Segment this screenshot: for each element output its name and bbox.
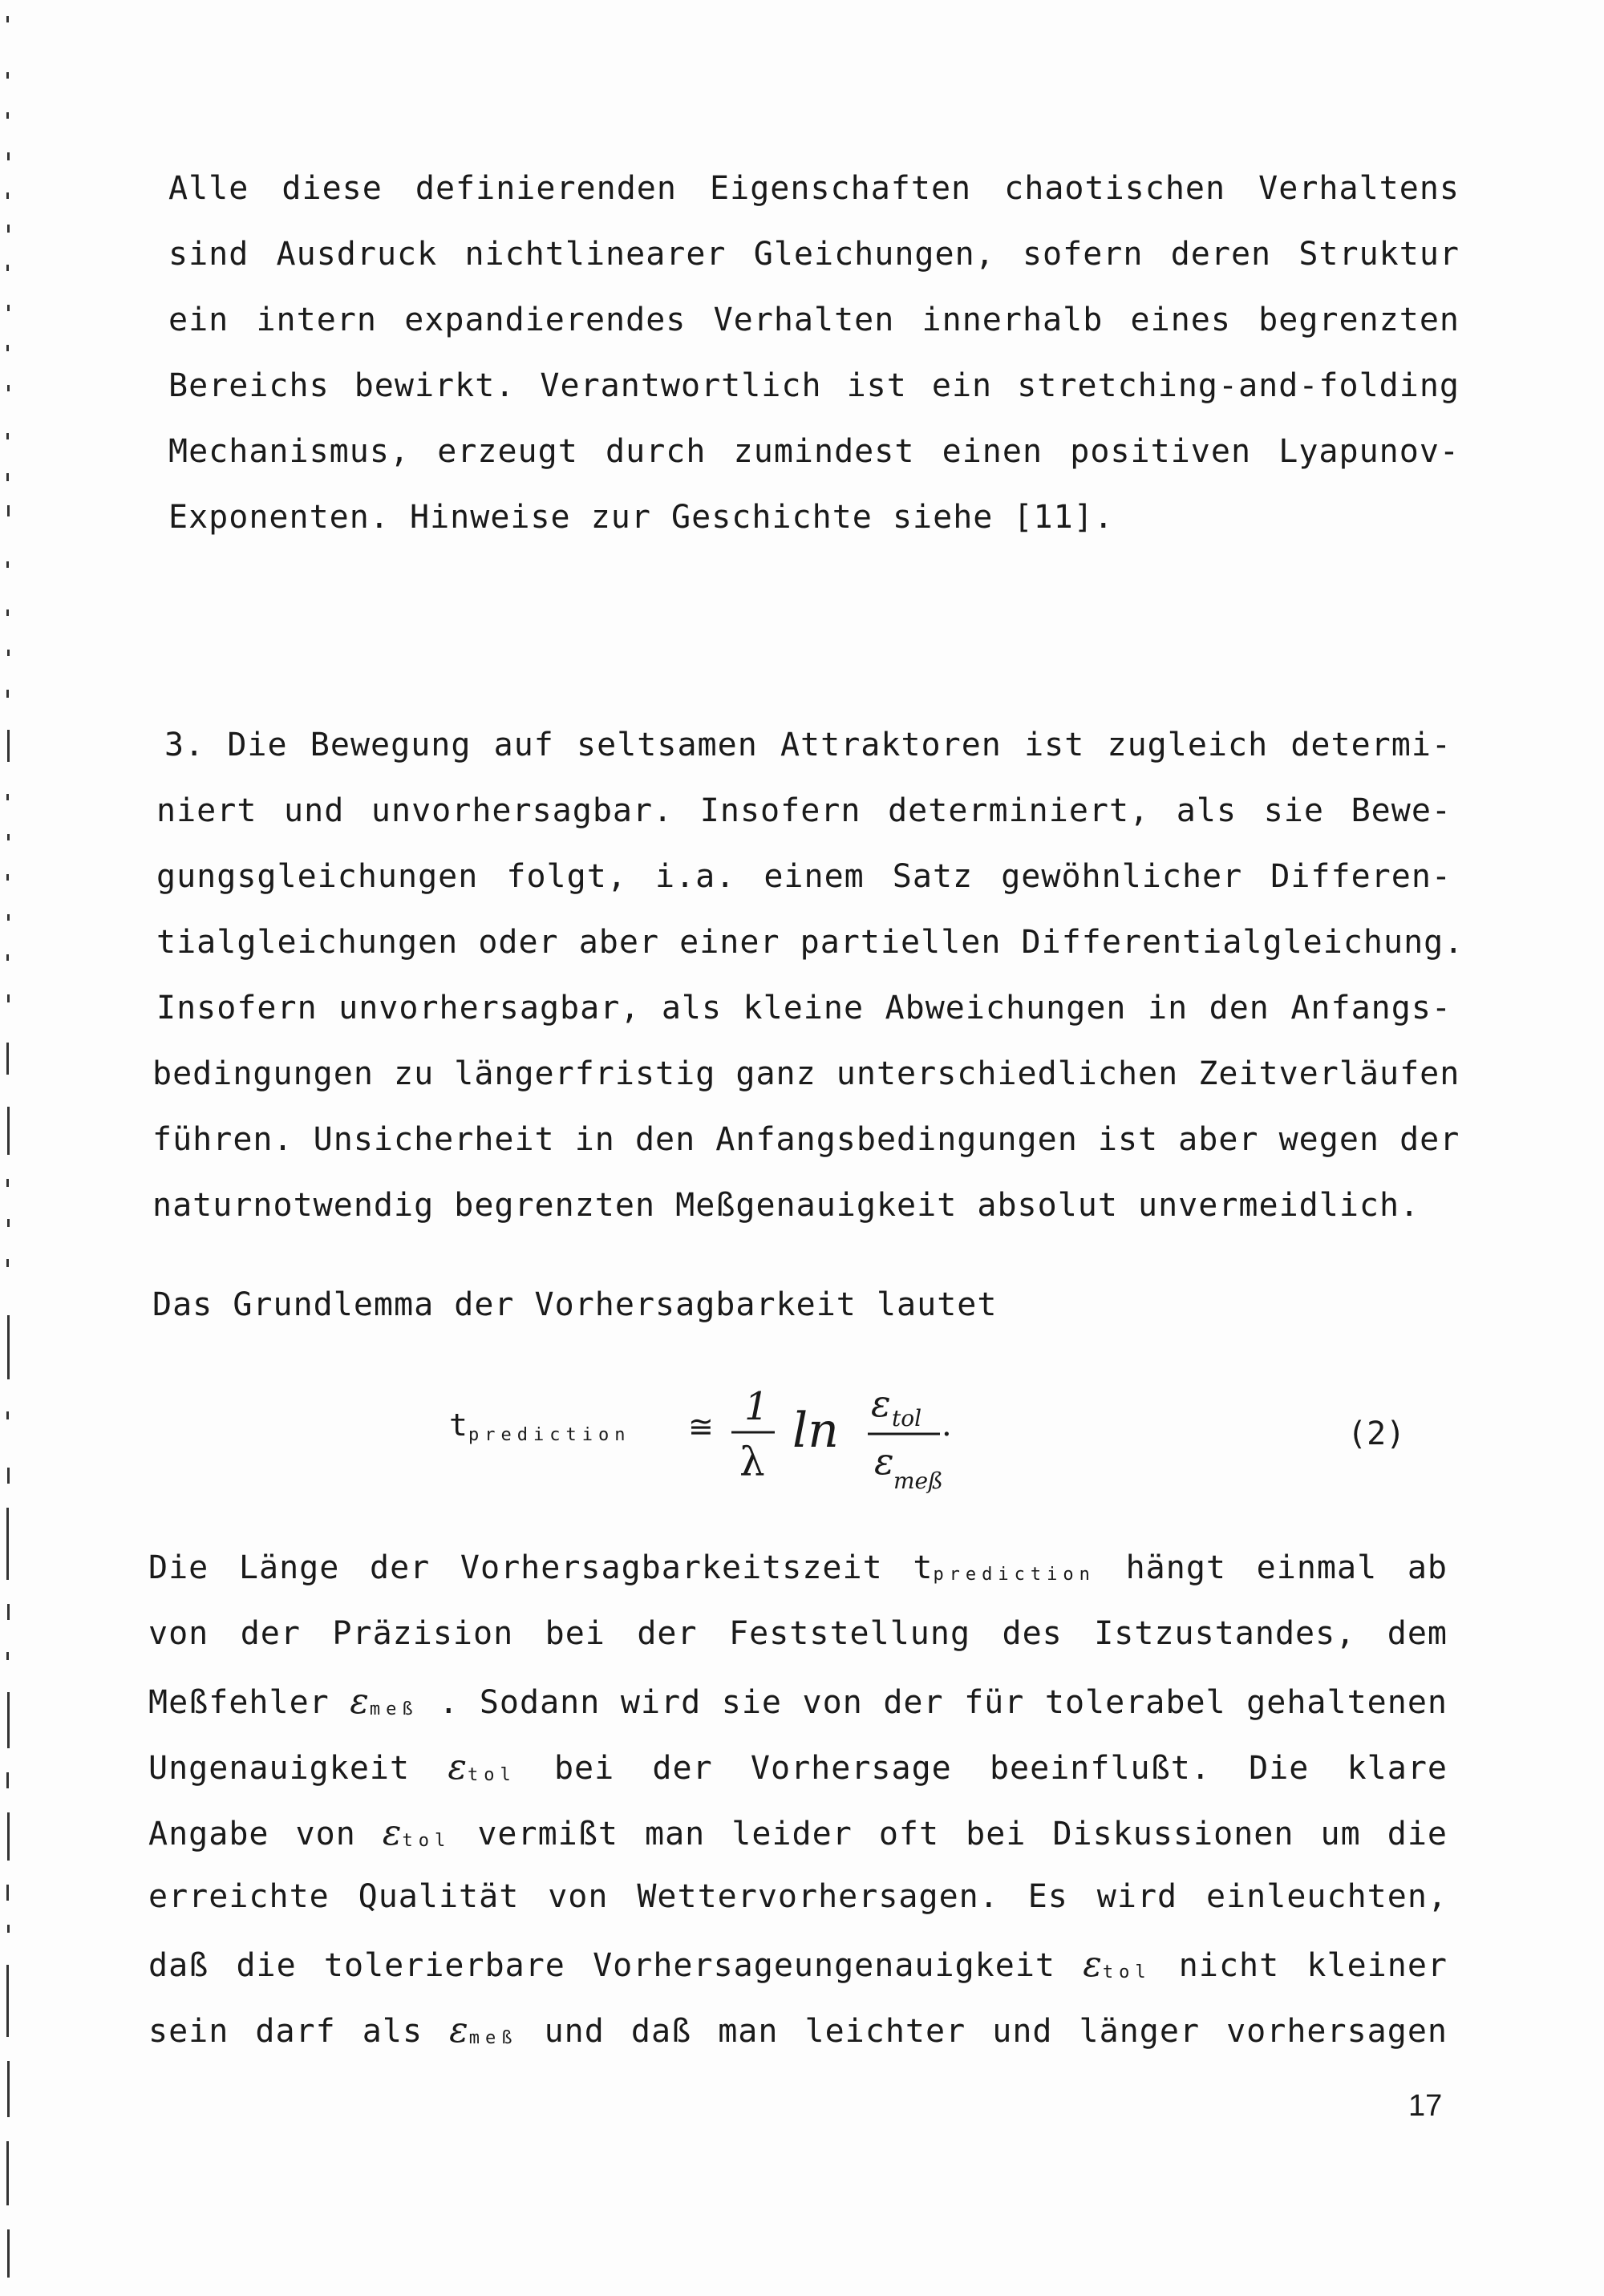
paragraph2-line: 3. Die Bewegung auf seltsamen Attraktoren ist zugleich determi- [164, 727, 1452, 763]
formula-approx-sign: ≅ [688, 1409, 714, 1444]
epsilon-subscript: meß [468, 2028, 518, 2048]
scan-margin-marks [0, 0, 16, 2296]
paragraph1-line: sind Ausdruck nichtlinearer Gleichungen, sofern deren Struktur [168, 236, 1460, 273]
paragraph2-line: naturnotwendig begrenzten Meßgenauigkeit absolut unvermeidlich. [152, 1187, 1420, 1224]
epsilon-symbol: ε [1083, 1944, 1103, 1985]
epsilon-symbol: ε [350, 1681, 370, 1722]
epsilon-tol [1083, 1944, 1152, 1985]
paragraph2-line: niert und unvorhersagbar. Insofern determiniert, als sie Bewe- [156, 792, 1452, 829]
fraction1-numerator: 1 [744, 1384, 769, 1429]
epsilon-mess [350, 1681, 419, 1722]
paragraph2-line: bedingungen zu längerfristig ganz unterschiedlichen Zeitverläufen [152, 1055, 1460, 1092]
fraction1-denominator: λ [739, 1439, 765, 1485]
fraction2-denominator-subscript: meß [893, 1468, 943, 1494]
text-span: Ungenauigkeit [148, 1750, 411, 1787]
text-span: vermißt man leider oft bei Diskussionen um die [477, 1816, 1448, 1853]
epsilon-mess [449, 2010, 518, 2051]
paragraph3-line-6: erreichte Qualität von Wettervorhersagen. Es wird einleuchten, [148, 1878, 1448, 1915]
text-span: Die Länge der Vorhersagbarkeitszeit [148, 1549, 883, 1586]
page-number: 17 [1408, 2089, 1443, 2123]
paragraph1-line: Exponenten. Hinweise zur Geschichte siehe [11]. [168, 499, 1114, 536]
formula-t: t [449, 1407, 468, 1443]
paragraph3-line-5 [148, 1812, 1448, 1853]
formula-ln: ln [792, 1403, 839, 1459]
paragraph3-line-4 [148, 1747, 1448, 1788]
paragraph1-line: Mechanismus, erzeugt durch zumindest einen positiven Lyapunov- [168, 433, 1460, 470]
paragraph1-line: Alle diese definierenden Eigenschaften chaotischen Verhaltens [168, 170, 1460, 207]
epsilon-symbol: ε [448, 1747, 468, 1788]
paragraph2-line: Insofern unvorhersagbar, als kleine Abweichungen in den Anfangs- [156, 990, 1452, 1027]
paragraph2-line: tialgleichungen oder aber einer partiellen Differentialgleichung. [156, 924, 1464, 961]
paragraph1-line: Bereichs bewirkt. Verantwortlich ist ein stretching-and-folding [168, 367, 1460, 404]
epsilon-symbol: ε [449, 2010, 469, 2051]
paragraph3-line-8 [148, 2010, 1448, 2051]
t-subscript: prediction [933, 1565, 1096, 1585]
text-span: und daß man leichter und länger vorhersagen [544, 2013, 1448, 2050]
text-span: Angabe von [148, 1816, 356, 1853]
formula-period: . [942, 1407, 952, 1444]
text-span: bei der Vorhersage beeinflußt. Die klare [553, 1750, 1448, 1787]
prediction-formula [449, 1379, 1011, 1500]
formula-t-subscript: prediction [468, 1425, 631, 1445]
paragraph2-line: gungsgleichungen folgt, i.a. einem Satz gewöhnlicher Differen- [156, 858, 1452, 895]
fraction2-denominator-epsilon: ε [874, 1440, 894, 1483]
text-span: hängt einmal ab [1125, 1549, 1448, 1586]
t-symbol: t [913, 1549, 934, 1586]
lemma-intro: Das Grundlemma der Vorhersagbarkeit lautet [152, 1286, 998, 1323]
epsilon-subscript: tol [1102, 1962, 1152, 1982]
paragraph3-line-7 [148, 1944, 1448, 1985]
text-span: . Sodann wird sie von der für tolerabel gehaltenen [439, 1684, 1448, 1721]
fraction2-numerator-epsilon: ε [871, 1382, 891, 1425]
text-span: daß die tolerierbare Vorhersageungenauigkeit [148, 1947, 1055, 1984]
epsilon-subscript: meß [369, 1699, 419, 1719]
text-span: sein darf als [148, 2013, 423, 2050]
paragraph1-line: ein intern expandierendes Verhalten innerhalb eines begrenzten [168, 302, 1460, 338]
paragraph3-line-2: von der Präzision bei der Feststellung des Istzustandes, dem [148, 1615, 1448, 1652]
epsilon-symbol: ε [382, 1812, 403, 1853]
epsilon-tol [448, 1747, 516, 1788]
epsilon-subscript: tol [402, 1831, 452, 1851]
equation-number: (2) [1347, 1415, 1406, 1452]
t-prediction [913, 1549, 1096, 1586]
text-span: nicht kleiner [1178, 1947, 1448, 1984]
paragraph2-line: führen. Unsicherheit in den Anfangsbedingungen ist aber wegen der [152, 1121, 1460, 1158]
text-span: Meßfehler [148, 1684, 330, 1721]
epsilon-tol [382, 1812, 452, 1853]
paragraph3-line-1 [148, 1549, 1448, 1586]
fraction2-numerator-subscript: tol [892, 1405, 922, 1431]
epsilon-subscript: tol [467, 1765, 516, 1785]
paragraph3-line-3 [148, 1681, 1448, 1722]
formula-svg [449, 1379, 1011, 1500]
